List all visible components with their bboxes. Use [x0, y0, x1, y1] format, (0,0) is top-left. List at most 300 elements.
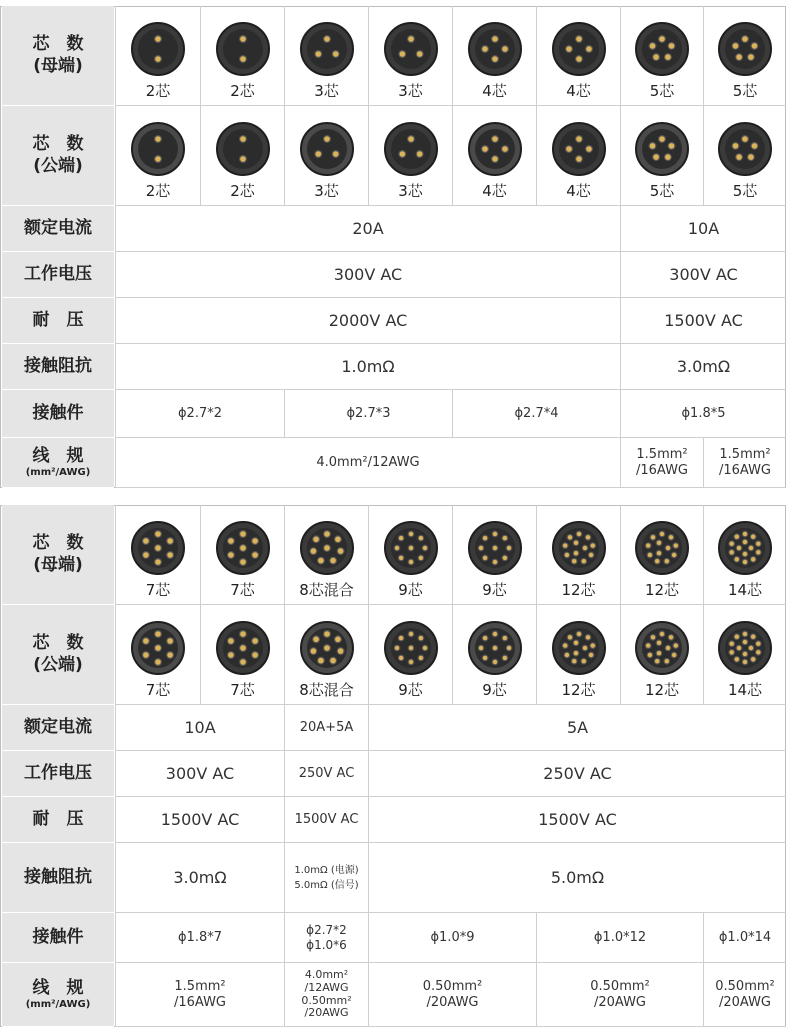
pin [482, 556, 486, 560]
contact-value [284, 913, 368, 963]
pin [318, 558, 324, 564]
value-text: ϕ1.0*12 [593, 929, 647, 945]
connector-icon [717, 620, 773, 676]
value-text: 10A [184, 717, 216, 737]
connector-icon [130, 620, 186, 676]
value-line: /16AWG [718, 462, 772, 478]
wire-value [284, 963, 368, 1027]
pin [240, 645, 246, 651]
core-count: 4芯 [566, 182, 591, 200]
pin [730, 650, 734, 654]
male-connector [703, 605, 786, 705]
value-line: 0.50mm² [301, 993, 352, 1007]
label-text: 耐 压 [32, 808, 84, 829]
female-connector [284, 6, 368, 106]
male-connector [368, 605, 452, 705]
core-count: 2芯 [230, 82, 255, 100]
male-connector [452, 106, 536, 206]
connector-icon [717, 121, 773, 177]
value-text: 1500V AC [160, 809, 240, 829]
pin [240, 545, 246, 551]
pin [730, 642, 734, 646]
label-line: 芯 数 [32, 633, 84, 654]
value-text: 5.0mΩ [550, 867, 605, 887]
core-count: 9芯 [398, 681, 423, 699]
pin [737, 646, 741, 650]
pin [653, 54, 659, 60]
value-line: 0.50mm² [590, 978, 650, 994]
value-text: 3.0mΩ [173, 867, 227, 887]
pin [143, 638, 149, 644]
pin [167, 552, 173, 558]
pin [756, 650, 760, 654]
pin [672, 653, 676, 657]
label-line: 芯 数 [32, 34, 84, 55]
female-connector [115, 505, 200, 605]
pin [155, 56, 161, 62]
core-count: 12芯 [561, 581, 596, 599]
pin [337, 648, 343, 654]
pin [310, 548, 316, 554]
label-text: 接触件 [32, 402, 84, 423]
pin [324, 645, 330, 651]
connector-icon [634, 21, 690, 77]
pin [648, 553, 652, 557]
pin [567, 535, 571, 539]
pin [581, 659, 585, 663]
value-line: 1.0mΩ (电源) [294, 864, 359, 876]
pin [566, 146, 572, 152]
connector-icon [215, 21, 271, 77]
pin [736, 54, 742, 60]
pin [335, 537, 341, 543]
core-count: 7芯 [230, 681, 255, 699]
pin [669, 143, 675, 149]
label-line: 芯 数 [32, 134, 84, 155]
pin [240, 559, 246, 565]
male-connector [200, 605, 284, 705]
pin [240, 36, 246, 42]
male-connector [620, 106, 703, 206]
male-connector [284, 106, 368, 206]
connector-icon [215, 620, 271, 676]
pin [752, 43, 758, 49]
pin [743, 532, 747, 536]
pin [155, 531, 161, 537]
pin [502, 536, 506, 540]
pin [749, 546, 753, 550]
row-label-male [2, 106, 114, 206]
female-connector [284, 505, 368, 605]
female-connector [536, 6, 620, 106]
male-connector [115, 106, 200, 206]
row-label-current [2, 206, 114, 252]
pin [143, 538, 149, 544]
pin [576, 136, 582, 142]
label-sub: (mm²/AWG) [25, 998, 91, 1010]
value-text: 300V AC [669, 264, 738, 284]
pin [751, 635, 755, 639]
pin [330, 558, 336, 564]
male-connector [115, 605, 200, 705]
label-text: 线 规 [32, 445, 84, 466]
label-text: 额定电流 [24, 716, 92, 737]
pin [651, 535, 655, 539]
pin [408, 136, 414, 142]
pin [228, 638, 234, 644]
value-text: ϕ1.0*9 [430, 929, 475, 945]
contact-value [115, 390, 284, 438]
pin [581, 559, 585, 563]
label-line: (母端) [33, 55, 83, 76]
pin [564, 653, 568, 657]
resistance-value [115, 843, 284, 913]
row-label-wire [2, 438, 114, 488]
value-line: 0.50mm² [422, 978, 483, 994]
value-text: 1.0mΩ [341, 356, 395, 376]
value-line: ϕ2.7*2 [306, 923, 347, 938]
connector-icon [551, 620, 607, 676]
pin [418, 556, 422, 560]
male-connector [536, 605, 620, 705]
female-connector [620, 6, 703, 106]
female-connector [200, 6, 284, 106]
pin [492, 560, 496, 564]
pin [408, 560, 412, 564]
resistance-value [368, 843, 786, 913]
pin [324, 36, 330, 42]
core-count: 8芯混合 [299, 681, 354, 699]
pin [492, 156, 498, 162]
withstand-value [620, 298, 786, 344]
connector-icon [467, 21, 523, 77]
wire-value [368, 963, 536, 1027]
value-line: /16AWG [635, 462, 689, 478]
current-value [368, 705, 786, 751]
pin [585, 635, 589, 639]
value-line: /16AWG [173, 994, 227, 1010]
pin [324, 531, 330, 537]
value-text: 1500V AC [664, 310, 743, 330]
connector-icon [299, 520, 355, 576]
value-line: /20AWG [593, 994, 647, 1010]
pin [240, 659, 246, 665]
pin [657, 651, 661, 655]
pin [665, 54, 671, 60]
value-text: 300V AC [333, 264, 403, 284]
current-value [115, 705, 284, 751]
pin [155, 659, 161, 665]
core-count: 5芯 [649, 182, 675, 200]
pin [143, 652, 149, 658]
wire-value [703, 438, 786, 488]
pin [506, 646, 510, 650]
row-label-female [2, 6, 114, 106]
pin [418, 636, 422, 640]
pin [743, 632, 747, 636]
connector-icon [383, 21, 439, 77]
core-count: 3芯 [398, 82, 423, 100]
pin [240, 156, 246, 162]
value-text: ϕ1.0*14 [718, 929, 772, 945]
pin [167, 538, 173, 544]
male-connector [620, 605, 703, 705]
pin [660, 632, 664, 636]
pin [240, 631, 246, 637]
female-connector [115, 6, 200, 106]
pin [563, 643, 567, 647]
value-line: ϕ1.0*6 [306, 937, 347, 952]
pin [315, 51, 321, 57]
withstand-value [368, 797, 786, 843]
pin [590, 643, 594, 647]
label-text: 耐 压 [32, 309, 84, 330]
core-count: 2芯 [230, 182, 255, 200]
value-text: 1500V AC [294, 811, 359, 827]
pin [743, 640, 747, 644]
pin [492, 546, 496, 550]
pin [408, 546, 412, 550]
connector-icon [634, 121, 690, 177]
core-count: 12芯 [561, 681, 596, 699]
value-line: 4.0mm² [304, 968, 349, 982]
pin [669, 43, 675, 49]
pin [665, 154, 671, 160]
core-count: 12芯 [644, 581, 680, 599]
connector-icon [717, 520, 773, 576]
pin [422, 546, 426, 550]
pin [252, 652, 258, 658]
pin [318, 658, 324, 664]
core-count: 5芯 [732, 182, 758, 200]
pin [143, 552, 149, 558]
pin [398, 636, 402, 640]
pin [588, 553, 592, 557]
connector-icon [717, 21, 773, 77]
pin [742, 136, 748, 142]
value-line: /20AWG [718, 994, 772, 1010]
pin [730, 550, 734, 554]
wire-value [115, 438, 620, 488]
pin [669, 635, 673, 639]
voltage-value [115, 252, 620, 298]
pin [666, 646, 670, 650]
female-connector [703, 505, 786, 605]
pin [576, 632, 580, 636]
value-text: 5A [566, 717, 589, 737]
row-label-resistance [2, 843, 114, 913]
pin [576, 56, 582, 62]
core-count: 5芯 [649, 82, 675, 100]
connector-icon [299, 21, 355, 77]
pin [492, 136, 498, 142]
connector-icon [299, 121, 355, 177]
resistance-value [115, 344, 620, 390]
pin [482, 536, 486, 540]
resistance-value [620, 344, 786, 390]
core-count: 4芯 [566, 82, 591, 100]
pin [482, 146, 488, 152]
female-connector [368, 6, 452, 106]
pin [665, 659, 669, 663]
pin [155, 36, 161, 42]
pin [567, 635, 571, 639]
label-text: 工作电压 [24, 263, 92, 284]
value-line: /12AWG [304, 980, 349, 994]
voltage-value [284, 751, 368, 797]
contact-value [703, 913, 786, 963]
core-count: 12芯 [644, 681, 680, 699]
pin [657, 541, 661, 545]
withstand-value [115, 797, 284, 843]
value-line: /20AWG [304, 1006, 349, 1020]
core-count: 9芯 [482, 681, 507, 699]
label-text: 接触件 [32, 926, 84, 947]
value-text: 250V AC [298, 765, 355, 781]
pin [657, 551, 661, 555]
value-line: 0.50mm² [715, 978, 775, 994]
connector-icon [551, 520, 607, 576]
pin [563, 543, 567, 547]
current-value [284, 705, 368, 751]
wire-value [620, 438, 703, 488]
pin [155, 545, 161, 551]
pin [733, 143, 739, 149]
pin [398, 556, 402, 560]
pin [482, 656, 486, 660]
pin [743, 552, 747, 556]
male-connector [703, 106, 786, 206]
pin [669, 535, 673, 539]
pin [655, 659, 659, 663]
pin [742, 36, 748, 42]
value-text: 10A [687, 218, 720, 238]
pin [737, 546, 741, 550]
pin [756, 642, 760, 646]
row-label-withstand [2, 797, 114, 843]
pin [586, 46, 592, 52]
pin [228, 652, 234, 658]
core-count: 2芯 [145, 182, 171, 200]
voltage-value [115, 751, 284, 797]
pin [660, 532, 664, 536]
value-text: 2000V AC [328, 310, 408, 330]
pin [502, 46, 508, 52]
pin [492, 646, 496, 650]
female-connector [703, 6, 786, 106]
pin [252, 638, 258, 644]
contact-value [284, 390, 452, 438]
pin [492, 660, 496, 664]
pin [674, 643, 678, 647]
core-count: 4芯 [482, 82, 507, 100]
pin [665, 559, 669, 563]
value-text: ϕ1.8*7 [177, 929, 223, 945]
label-text: 接触阻抗 [24, 866, 92, 887]
resistance-value [284, 843, 368, 913]
female-connector [368, 505, 452, 605]
pin [399, 151, 405, 157]
connector-icon [130, 121, 186, 177]
pin [564, 553, 568, 557]
pin [228, 538, 234, 544]
pin [733, 43, 739, 49]
pin [408, 532, 412, 536]
pin [735, 557, 739, 561]
pin [756, 550, 760, 554]
pin [748, 154, 754, 160]
row-label-male [2, 605, 114, 705]
label-text: 工作电压 [24, 762, 92, 783]
label-text: 额定电流 [24, 217, 92, 238]
pin [502, 636, 506, 640]
label-line: 芯 数 [32, 533, 84, 554]
pin [756, 542, 760, 546]
pin [651, 635, 655, 639]
female-connector [620, 505, 703, 605]
label-line: (公端) [33, 155, 83, 176]
value-line: 5.0mΩ (信号) [294, 879, 359, 891]
core-count: 2芯 [145, 82, 171, 100]
pin [330, 658, 336, 664]
connector-icon [383, 121, 439, 177]
pin [394, 646, 398, 650]
pin [751, 535, 755, 539]
pin [674, 543, 678, 547]
female-connector [452, 6, 536, 106]
pin [743, 540, 747, 544]
pin [315, 151, 321, 157]
pin [155, 156, 161, 162]
pin [408, 646, 412, 650]
pin [749, 646, 753, 650]
pin [573, 541, 577, 545]
wire-value [536, 963, 703, 1027]
pin [422, 646, 426, 650]
value-text: ϕ2.7*3 [346, 405, 391, 421]
pin [335, 637, 341, 643]
label-line: (母端) [33, 554, 83, 575]
pin [573, 651, 577, 655]
pin [730, 542, 734, 546]
pin [155, 136, 161, 142]
pin [648, 653, 652, 657]
pin [167, 652, 173, 658]
core-count: 3芯 [314, 82, 339, 100]
female-connector [200, 505, 284, 605]
pin [506, 546, 510, 550]
pin [155, 631, 161, 637]
pin [398, 656, 402, 660]
pin [502, 556, 506, 560]
spec-table-1 [0, 6, 790, 488]
pin [576, 36, 582, 42]
pin [572, 559, 576, 563]
connector-icon [634, 620, 690, 676]
pin [332, 151, 338, 157]
connector-icon [634, 520, 690, 576]
label-sub: (mm²/AWG) [25, 466, 91, 478]
pin [502, 146, 508, 152]
pin [416, 151, 422, 157]
pin [666, 546, 670, 550]
connector-icon [215, 121, 271, 177]
value-line: 1.5mm² [174, 978, 226, 994]
pin [672, 553, 676, 557]
value-text: ϕ1.8*5 [681, 405, 726, 421]
value-line: /20AWG [426, 994, 479, 1010]
core-count: 9芯 [482, 581, 507, 599]
